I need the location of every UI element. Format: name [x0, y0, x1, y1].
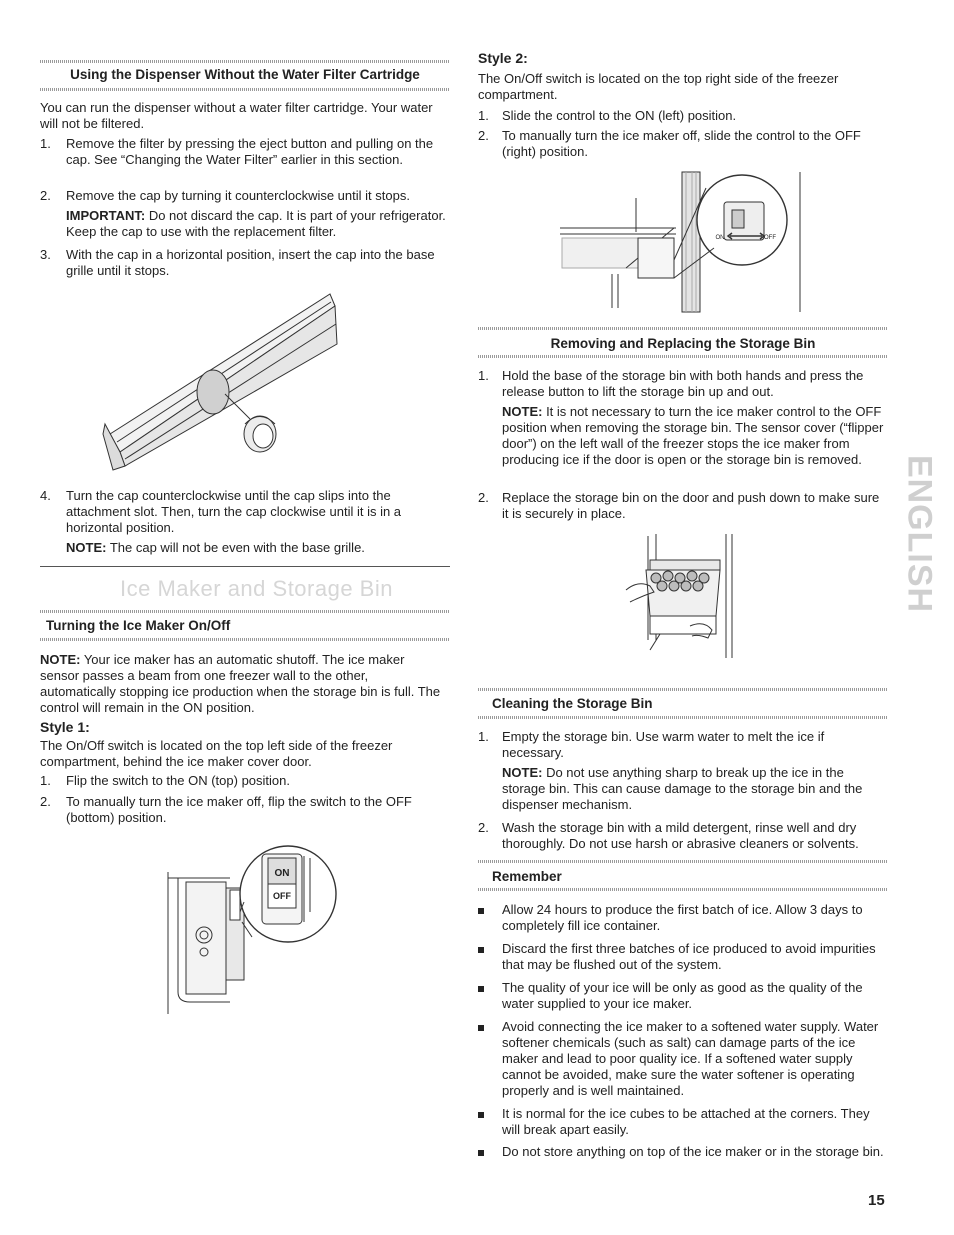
header-rule-bottom — [40, 88, 450, 91]
note-text: It is not necessary to turn the ice maker control to the OFF position when removing the storage bin. The sensor cover (“flipper door”) on the left wall of the freezer stops the ice maker from producing ice if the door is open or the storage bin is removed. — [502, 404, 884, 467]
important-note — [66, 208, 450, 240]
step-number: 1. — [478, 108, 489, 123]
cap-note — [66, 540, 450, 556]
page-number: 15 — [868, 1192, 885, 1209]
header-rule-bottom — [478, 716, 888, 719]
remember-bullet: It is normal for the ice cubes to be attached at the corners. They will break apart easily. — [502, 1106, 870, 1137]
heading-remember: Remember — [492, 869, 562, 884]
header-rule-top — [40, 60, 450, 63]
step-text: Flip the switch to the ON (top) position. — [66, 773, 290, 788]
slider-off-label: OFF — [764, 235, 776, 241]
switch-on-label: ON — [274, 868, 290, 879]
bullet-square — [478, 947, 484, 953]
style2-description: The On/Off switch is located on the top right side of the freezer compartment. — [478, 71, 839, 102]
step-number: 4. — [40, 488, 51, 503]
step-text: With the cap in a horizontal position, insert the cap into the base grille until it stops. — [66, 247, 435, 278]
step-number: 1. — [478, 729, 489, 744]
note-label: NOTE: — [40, 652, 81, 667]
remember-bullet: Do not store anything on top of the ice maker or in the storage bin. — [502, 1144, 884, 1159]
step-text: To manually turn the ice maker off, slide the control to the OFF (right) position. — [502, 128, 861, 159]
heading-cleaning-storage-bin: Cleaning the Storage Bin — [492, 696, 653, 711]
intro-paragraph: You can run the dispenser without a water filter cartridge. Your water will not be filtered. — [40, 100, 433, 131]
important-label: IMPORTANT: — [66, 208, 146, 223]
heading-removing-storage-bin: Removing and Replacing the Storage Bin — [550, 336, 816, 351]
step-text: Wash the storage bin with a mild detergent, rinse well and dry thoroughly. Do not use harsh or abrasive cleaners or solvents. — [502, 820, 859, 851]
switch-off-label: OFF — [273, 891, 291, 901]
style1-title: Style 1: — [40, 719, 90, 735]
step-text: Turn the cap counterclockwise until the cap slips into the attachment slot. Then, turn the cap clockwise until it is in a horizontal position. — [66, 488, 402, 535]
header-rule-bottom — [478, 355, 888, 358]
step-text: To manually turn the ice maker off, flip the switch to the OFF (bottom) position. — [66, 794, 412, 825]
step-text: Hold the base of the storage bin with both hands and press the release button to lift the storage bin up and out. — [502, 368, 864, 399]
cap-insertion-illustration — [95, 284, 355, 484]
header-rule-top — [478, 327, 888, 330]
flipper-door-note — [502, 404, 888, 468]
header-rule-bottom — [478, 888, 888, 891]
storage-bin-illustration — [620, 530, 745, 660]
step-number: 2. — [478, 490, 489, 505]
note-label: NOTE: — [502, 765, 543, 780]
important-text: Do not discard the cap. It is part of your refrigerator. Keep the cap to use with the replacement filter. — [66, 208, 446, 239]
step-number: 2. — [478, 128, 489, 143]
section-divider — [40, 566, 450, 567]
style1-description: The On/Off switch is located on the top left side of the freezer compartment, behind the ice maker cover door. — [40, 738, 393, 769]
style2-title: Style 2: — [478, 50, 528, 66]
sharp-objects-note — [502, 765, 888, 813]
bullet-square — [478, 908, 484, 914]
step-number: 2. — [478, 820, 489, 835]
step-text: Slide the control to the ON (left) position. — [502, 108, 737, 123]
heading-turning-ice-maker: Turning the Ice Maker On/Off — [46, 618, 231, 633]
section-title-ice-maker: Ice Maker and Storage Bin — [120, 576, 393, 601]
step-text: Remove the cap by turning it counterclockwise until it stops. — [66, 188, 410, 203]
note-label: NOTE: — [66, 540, 107, 555]
bullet-square — [478, 1112, 484, 1118]
step-number: 1. — [478, 368, 489, 383]
header-rule-top — [478, 688, 888, 691]
step-number: 1. — [40, 773, 51, 788]
header-rule-top — [40, 610, 450, 613]
remember-bullet: Discard the first three batches of ice produced to avoid impurities that may be flushed out of the system. — [502, 941, 876, 972]
bullet-square — [478, 1150, 484, 1156]
step-text: Empty the storage bin. Use warm water to melt the ice if necessary. — [502, 729, 825, 760]
step-number: 2. — [40, 188, 51, 203]
style2-slider-illustration — [556, 168, 806, 313]
slider-on-label: ON — [715, 235, 725, 241]
header-rule-bottom — [40, 638, 450, 641]
header-rule-top — [478, 860, 888, 863]
remember-bullet: Allow 24 hours to produce the first batch of ice. Allow 3 days to completely fill ice container. — [502, 902, 863, 933]
bullet-square — [478, 986, 484, 992]
note-text: The cap will not be even with the base grille. — [106, 540, 365, 555]
remember-bullet: The quality of your ice will be only as good as the quality of the water supplied to your ice maker. — [502, 980, 863, 1011]
note-label: NOTE: — [502, 404, 543, 419]
style1-switch-illustration — [160, 842, 350, 1017]
step-number: 1. — [40, 136, 51, 151]
heading-dispenser-without-filter: Using the Dispenser Without the Water Filter Cartridge — [70, 67, 420, 82]
language-tab-label: ENGLISH — [900, 454, 939, 614]
step-text: Replace the storage bin on the door and push down to make sure it is securely in place. — [502, 490, 880, 521]
shutoff-note — [40, 652, 445, 716]
language-side-tab — [900, 448, 939, 620]
remember-bullet: Avoid connecting the ice maker to a softened water supply. Water softener chemicals (such as salt) can damage parts of the ice maker and lead to poor quality ice. If a softened water supply cannot be avoided, make sure the water softener is operating properly and is well maintained. — [502, 1019, 879, 1098]
note-text: Do not use anything sharp to break up the ice in the storage bin. This can cause damage to the storage bin and the dispenser mechanism. — [502, 765, 863, 812]
step-number: 2. — [40, 794, 51, 809]
step-text: Remove the filter by pressing the eject button and pulling on the cap. See “Changing the Water Filter” earlier in this section. — [66, 136, 434, 167]
step-number: 3. — [40, 247, 51, 262]
bullet-square — [478, 1025, 484, 1031]
note-text: Your ice maker has an automatic shutoff. The ice maker sensor passes a beam from one freezer wall to the other, automatically stopping ice production when the storage bin is full. The control will remain in the ON position. — [40, 652, 441, 715]
